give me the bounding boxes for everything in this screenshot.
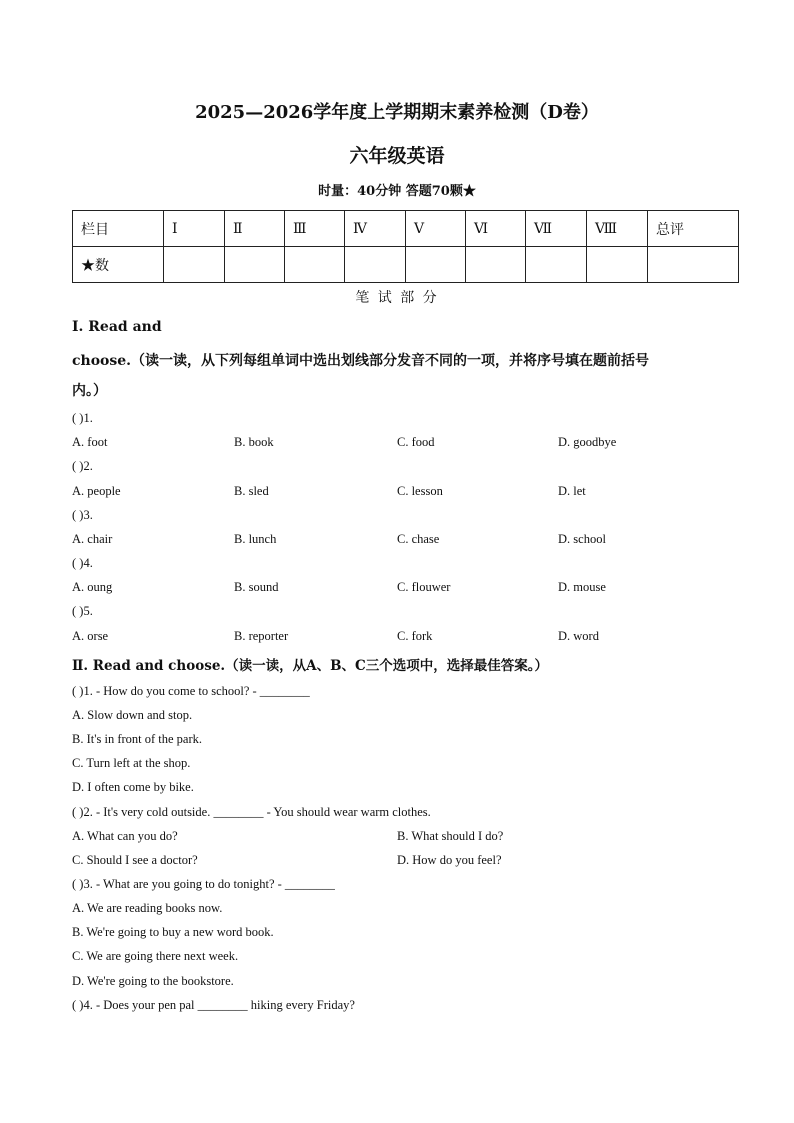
exam-subtitle: 六年级英语 [349,145,445,167]
score-entry-cell[interactable] [466,247,526,283]
option-c: C. fork [397,629,433,643]
question-stem: ( )4. - Does your pen pal ________ hiking every Friday? [72,998,355,1012]
option-c: C. food [397,435,435,449]
option-a: A. foot [72,435,108,449]
question-number: ( )4. [72,556,93,570]
option-d: D. We're going to the bookstore. [72,974,234,988]
option-a: A. Slow down and stop. [72,708,193,722]
option-c: C. Turn left at the shop. [72,756,191,770]
option-b: B. sound [234,580,279,594]
exam-info: 时量：40分钟 答题70颗★ [318,184,476,199]
section2-heading: Ⅱ. Read and choose.（读一读，从A、B、C三个选项中，选择最佳答案。） [72,658,548,674]
section1-heading: Ⅰ. Read and [72,319,162,335]
score-entry-cell[interactable] [164,247,225,283]
option-b: B. What should I do? [397,829,504,843]
option-a: A. chair [72,532,113,546]
option-d: D. How do you feel? [397,853,502,867]
section1-instruction-end: 内。） [72,383,107,399]
table-cell: Ⅵ [466,211,526,247]
question-stem: ( )3. - What are you going to do tonight? - ________ [72,877,335,891]
question-stem: ( )2. - It's very cold outside. ________ - You should wear warm clothes. [72,805,431,819]
option-a: A. What can you do? [72,829,178,843]
question-number: ( )1. [72,411,93,425]
option-d: D. goodbye [558,435,617,449]
score-entry-cell[interactable] [345,247,406,283]
written-part-label: 笔 试 部 分 [355,290,439,306]
table-cell: Ⅴ [406,211,466,247]
option-a: A. people [72,484,121,498]
option-a: A. oung [72,580,113,594]
score-table-header-row [73,211,739,247]
option-b: B. sled [234,484,269,498]
option-b: B. lunch [234,532,277,546]
table-cell: 总评 [648,211,739,247]
table-cell: Ⅱ [225,211,285,247]
option-c: C. Should I see a doctor? [72,853,198,867]
question-stem: ( )1. - How do you come to school? - ________ [72,684,310,698]
option-c: C. chase [397,532,440,546]
option-a: A. We are reading books now. [72,901,223,915]
option-b: B. It's in front of the park. [72,732,203,746]
option-c: C. lesson [397,484,443,498]
option-c: C. flouwer [397,580,451,594]
table-cell: Ⅷ [587,211,648,247]
table-cell: ★数 [73,247,164,283]
score-table-stars-row [73,247,739,283]
option-c: C. We are going there next week. [72,949,239,963]
option-d: D. let [558,484,586,498]
table-cell: Ⅶ [526,211,587,247]
score-entry-cell[interactable] [587,247,648,283]
table-cell: Ⅲ [285,211,345,247]
question-number: ( )3. [72,508,93,522]
score-entry-cell[interactable] [406,247,466,283]
score-entry-cell[interactable] [285,247,345,283]
score-entry-cell[interactable] [225,247,285,283]
option-d: D. mouse [558,580,606,594]
option-b: B. We're going to buy a new word book. [72,925,274,939]
table-cell: Ⅳ [345,211,406,247]
option-a: A. orse [72,629,109,643]
option-b: B. reporter [234,629,289,643]
option-d: D. word [558,629,599,643]
question-number: ( )5. [72,604,93,618]
score-entry-cell[interactable] [526,247,587,283]
section1-instruction: choose.（读一读，从下列每组单词中选出划线部分发音不同的一项，并将序号填在题前括号 [72,353,650,369]
option-d: D. school [558,532,606,546]
score-table [72,210,739,283]
score-entry-cell[interactable] [648,247,739,283]
exam-title: 2025—2026学年度上学期期末素养检测（D卷） [195,102,599,123]
table-cell: Ⅰ [164,211,225,247]
table-cell: 栏目 [73,211,164,247]
option-b: B. book [234,435,274,449]
question-number: ( )2. [72,459,93,473]
option-d: D. I often come by bike. [72,780,194,794]
